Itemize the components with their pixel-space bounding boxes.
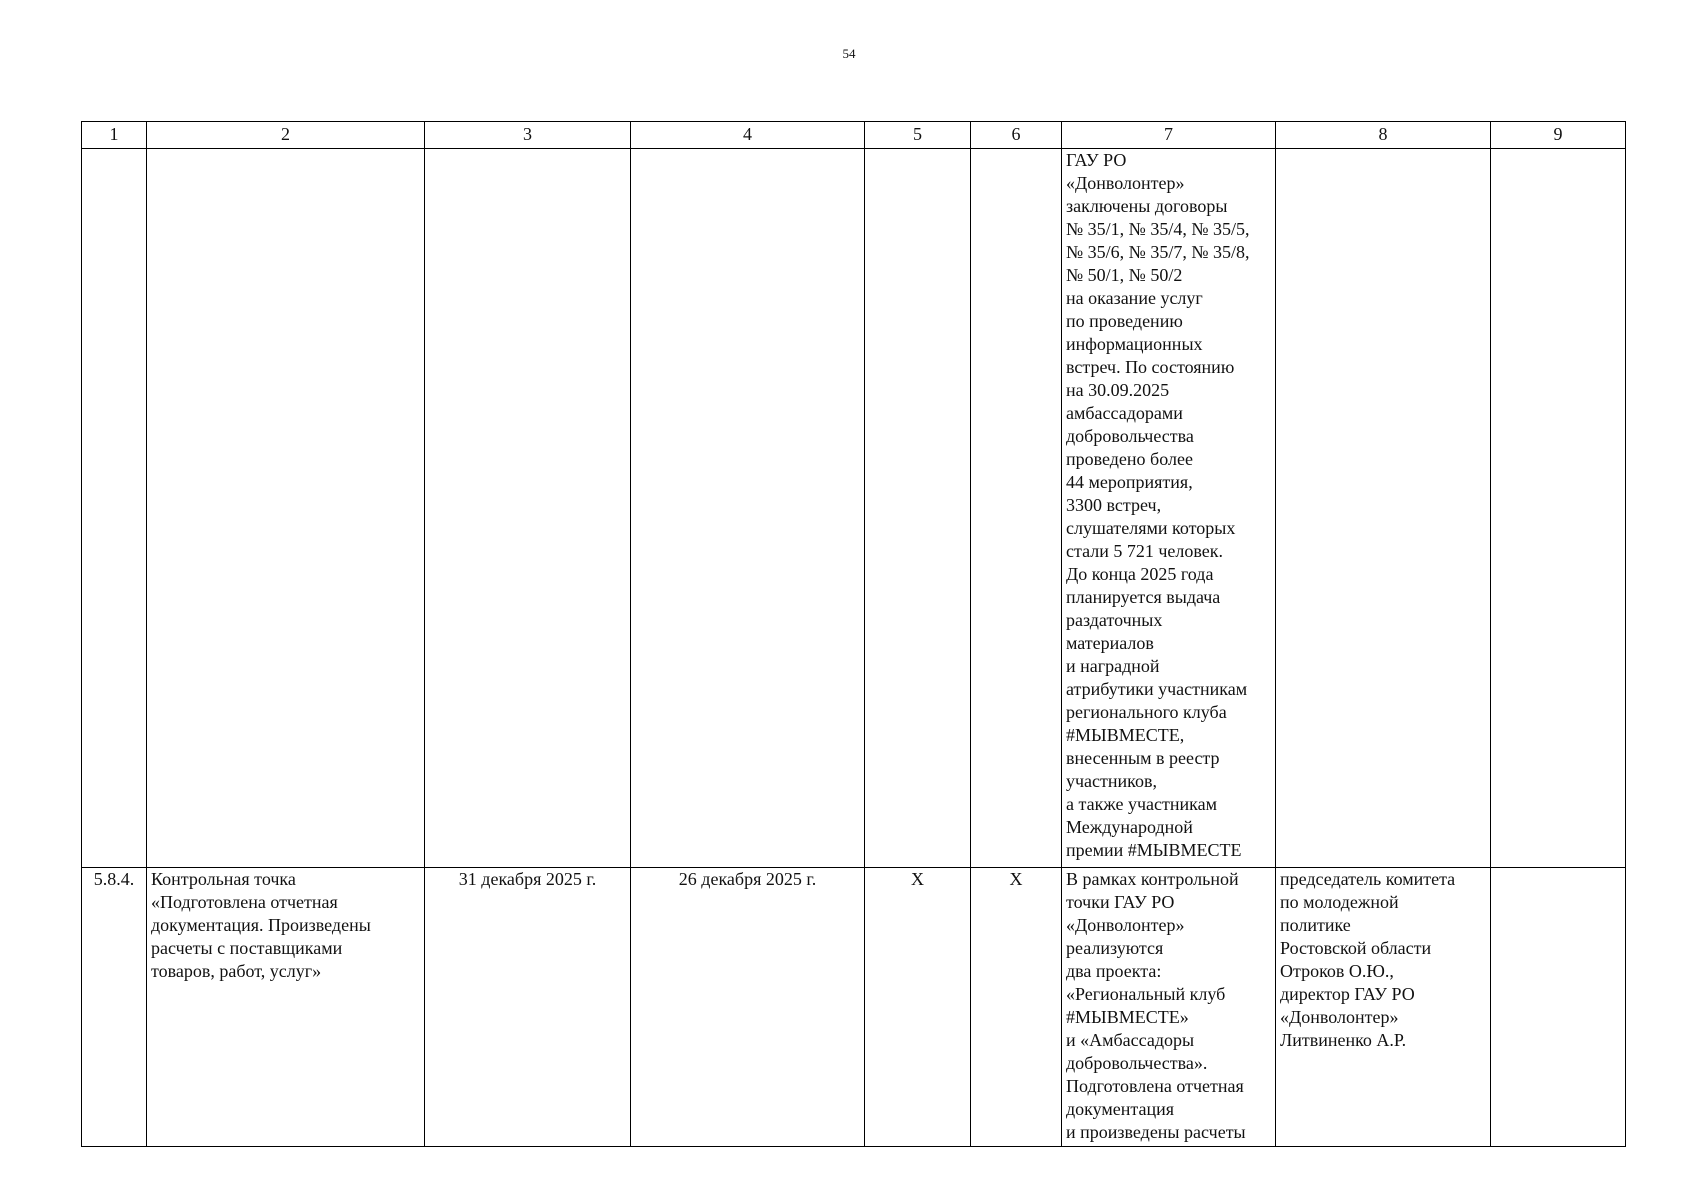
column-header-7: 7: [1062, 122, 1276, 149]
cell-number-text: 5.8.4.: [93, 869, 135, 889]
column-header-2: 2: [147, 122, 425, 149]
cell-responsible: [1276, 149, 1491, 868]
cell-col9: [1491, 149, 1626, 868]
cell-description: [1062, 868, 1276, 1147]
column-header-4: 4: [631, 122, 865, 149]
cell-planned-date: [425, 149, 631, 868]
cell-col5: [865, 149, 971, 868]
cell-actual-date-text: 26 декабря 2025 г.: [678, 869, 817, 889]
cell-responsible: [1276, 868, 1491, 1147]
table-row: [82, 868, 1626, 1147]
cell-planned-date: [425, 868, 631, 1147]
column-header-5: 5: [865, 122, 971, 149]
table-row: [82, 149, 1626, 868]
header-row: [82, 122, 1626, 149]
cell-responsible-text: председатель комитета по молодежной политике Ростовской области Отроков О.Ю., директор ГАУ РО «Донволонтер» Литвиненко А.Р.: [1280, 869, 1456, 1050]
cell-actual-date: [631, 868, 865, 1147]
cell-col6: [971, 868, 1062, 1147]
cell-description-text: В рамках контрольной точки ГАУ РО «Донволонтер» реализуются два проекта: «Региональный клуб #МЫВМЕСТЕ» и «Амбассадоры добровольчества». Подготовлена отчетная документация и произведены расчеты: [1066, 869, 1246, 1142]
cell-col5-text: Х: [911, 869, 924, 889]
cell-event-name: [147, 149, 425, 868]
column-header-1: 1: [82, 122, 147, 149]
cell-planned-date-text: 31 декабря 2025 г.: [458, 869, 597, 889]
cell-number: [82, 149, 147, 868]
cell-description: [1062, 149, 1276, 868]
cell-number: [82, 868, 147, 1147]
report-table: [81, 121, 1626, 1147]
column-header-3: 3: [425, 122, 631, 149]
cell-col6-text: Х: [1009, 869, 1023, 889]
cell-event-name: [147, 868, 425, 1147]
column-header-6: 6: [971, 122, 1062, 149]
page-number: 54: [842, 46, 856, 61]
column-header-9: 9: [1491, 122, 1626, 149]
cell-description-text: ГАУ РО «Донволонтер» заключены договоры № 35/1, № 35/4, № 35/5, № 35/6, № 35/7, № 35/8, № 50/1, № 50/2 на оказание услуг по проведению информационных встреч. По состоянию на 30.09.2025 амбассадорами добровольчества проведено более 44 мероприятия, 3300 встреч, слушателями которых стали 5 721 человек. До конца 2025 года планируется выдача раздаточных материалов и наградной атрибутики участникам регионального клуба #МЫВМЕСТЕ, внесенным в реестр участников, а также участникам Международной премии #МЫВМЕСТЕ: [1066, 150, 1250, 860]
cell-col9: [1491, 868, 1626, 1147]
cell-actual-date: [631, 149, 865, 868]
cell-col5: [865, 868, 971, 1147]
cell-event-name-text: Контрольная точка «Подготовлена отчетная документация. Произведены расчеты с поставщиками товаров, работ, услуг»: [151, 869, 371, 981]
column-header-8: 8: [1276, 122, 1491, 149]
cell-col6: [971, 149, 1062, 868]
